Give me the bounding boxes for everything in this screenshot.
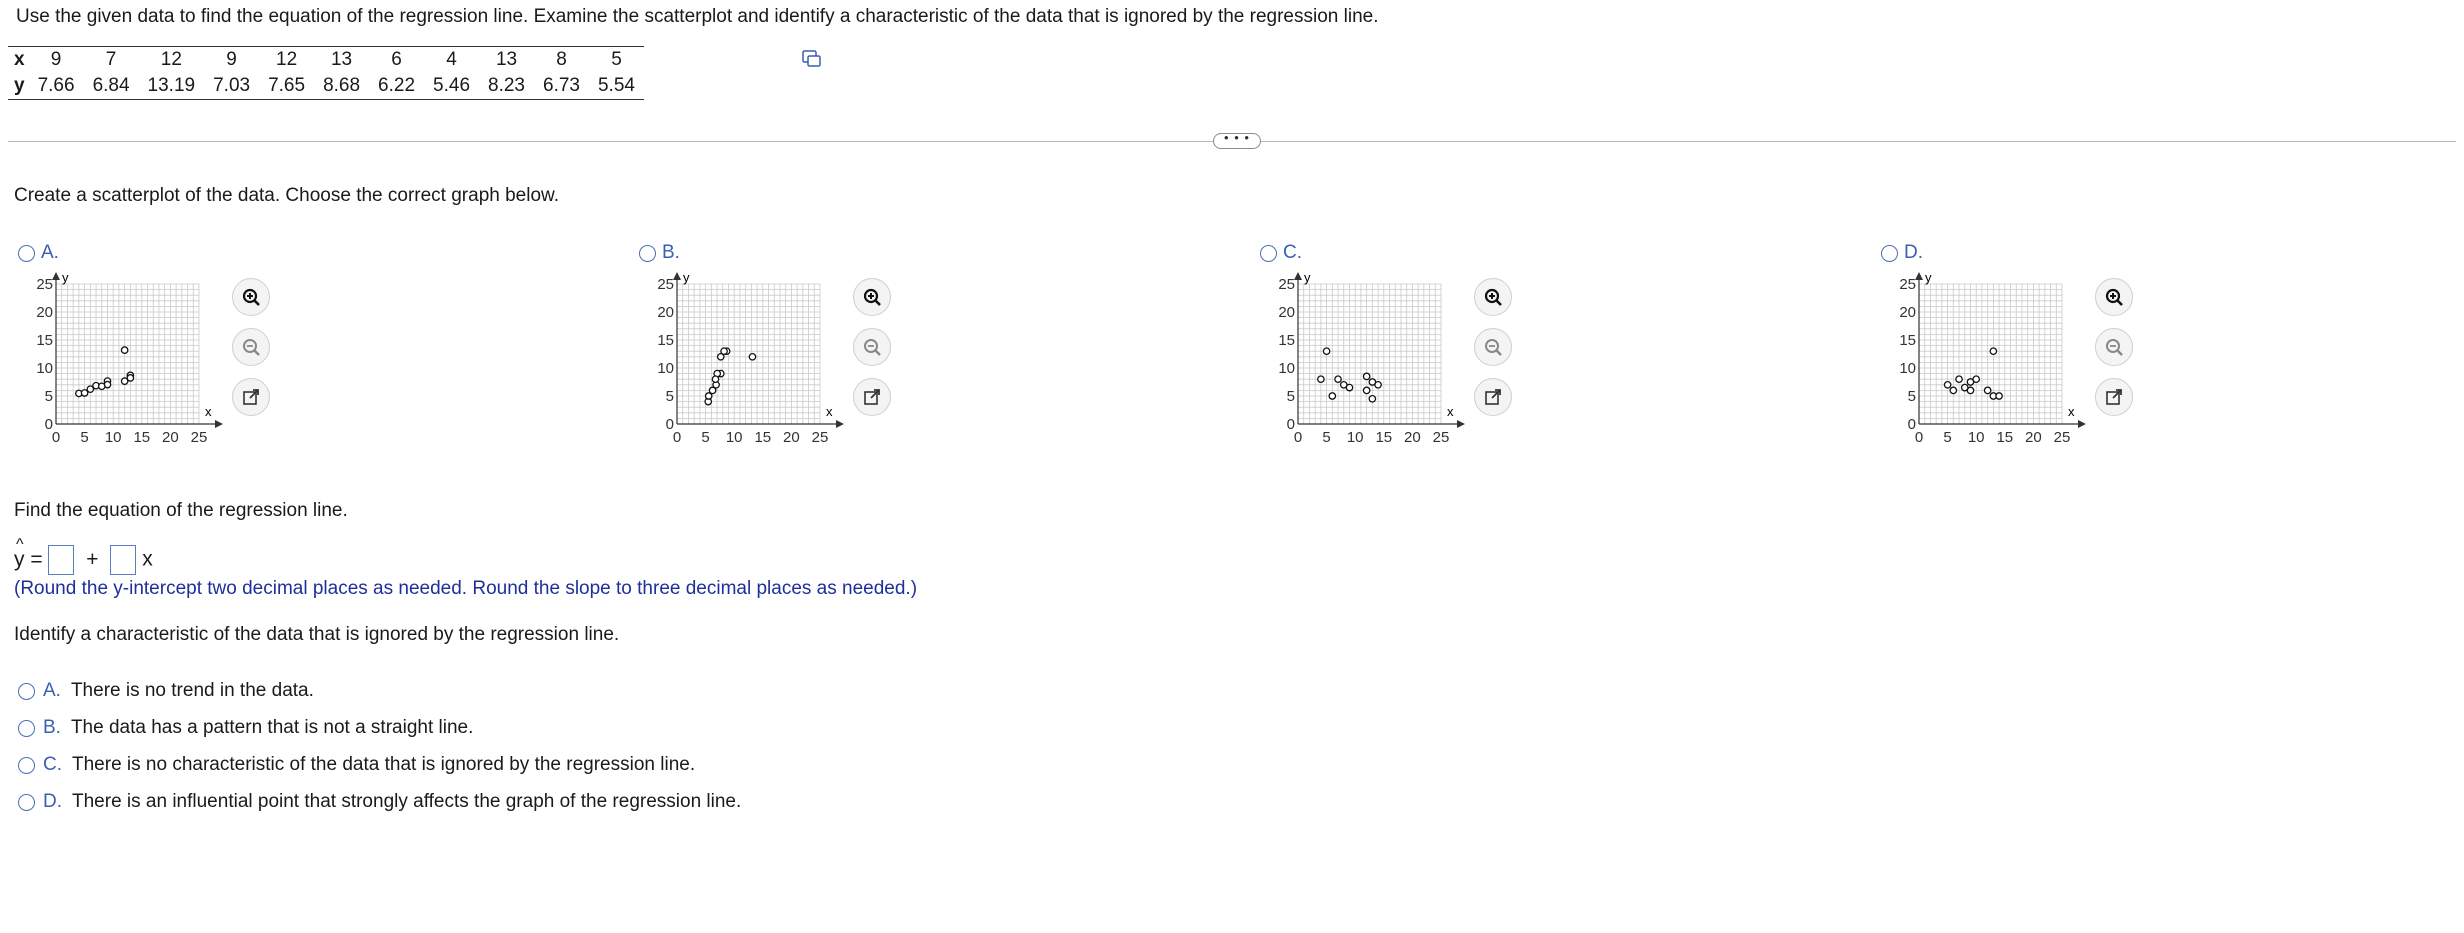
question-text: Use the given data to find the equation of the regression line. Examine the scatterplot and identify a characteristic of the data that is ignored by the regression line. [16,6,1379,27]
y-tick-label: 5 [44,388,53,405]
y-value-cell: 5.54 [589,73,644,100]
y-tick-label: 15 [1899,332,1916,349]
x-tick-label: 5 [701,429,710,442]
choice-text: There is an influential point that strongly affects the graph of the regression line. [72,791,742,812]
zoom-in-button[interactable] [1474,278,1512,316]
grid [1919,284,2062,424]
x-value-cell: 6 [369,47,424,74]
x-value-cell: 9 [29,47,84,74]
x-header: x [8,47,29,74]
data-point [1318,376,1324,382]
equation-x: x [142,547,153,571]
data-point [1984,387,1990,393]
x-tick-label: 5 [80,429,89,442]
x-value-cell: 8 [534,47,589,74]
y-tick-label: 5 [665,388,674,405]
y-tick-label: 20 [36,304,53,321]
y-axis-arrow [1915,272,1923,280]
y-value-cell: 13.19 [139,73,205,100]
data-point [749,354,755,360]
zoom-out-icon [2104,337,2124,357]
x-tick-label: 20 [2025,429,2042,442]
data-point [721,348,727,354]
hat-symbol: ^ [16,535,24,553]
x-tick-label: 5 [1322,429,1331,442]
y-tick-label: 25 [657,276,674,293]
graph-option-c [1250,242,1750,482]
data-point [127,375,133,381]
y-axis-label: y [62,272,69,285]
x-tick-label: 0 [1293,429,1303,442]
x-value-cell: 7 [84,47,139,74]
x-value-cell: 9 [204,47,259,74]
graph-option-header[interactable] [1881,242,1923,264]
y-tick-label: 10 [36,360,53,377]
table-row-y [8,73,644,100]
graph-option-header[interactable] [1260,242,1302,264]
option-letter: D. [1904,242,1923,263]
zoom-in-icon [862,287,882,307]
y-tick-label: 15 [36,332,53,349]
slope-input[interactable] [110,545,136,575]
x-tick-label: 25 [2053,429,2071,442]
equation-prompt: Find the equation of the regression line. [14,500,348,521]
x-axis-arrow [215,420,223,428]
choice-letter: B. [43,717,61,738]
choice-a[interactable] [18,680,314,702]
graph-option-header[interactable] [639,242,680,264]
radio-button[interactable] [1260,245,1277,262]
x-axis-arrow [2078,420,2086,428]
radio-button[interactable] [639,245,656,262]
y-tick-label: 15 [657,332,674,349]
graph-option-a [8,242,508,482]
choice-letter: C. [43,754,62,775]
x-tick-label: 25 [190,429,208,442]
y-value-cell: 8.68 [314,73,369,100]
x-tick-label: 25 [1432,429,1450,442]
open-new-window-button[interactable] [853,378,891,416]
data-point [1956,376,1962,382]
equation-plus: + [86,547,99,571]
y-intercept-input[interactable] [48,545,74,575]
choice-letter: D. [43,791,62,812]
choice-text: There is no trend in the data. [70,680,314,701]
x-axis-arrow [1457,420,1465,428]
x-tick-label: 10 [1346,429,1364,442]
y-axis-label: y [1304,272,1311,285]
choice-text: There is no characteristic of the data that is ignored by the regression line. [72,754,696,775]
x-tick-label: 0 [51,429,61,442]
data-point [1967,387,1973,393]
data-point [1323,348,1329,354]
option-letter: B. [662,242,680,263]
x-tick-label: 15 [1375,429,1393,442]
x-axis-label: x [205,404,212,419]
y-value-cell: 6.84 [84,73,139,100]
x-tick-label: 10 [1967,429,1985,442]
y-tick-label: 10 [1899,360,1916,377]
open-new-window-icon [2104,387,2124,407]
zoom-out-icon [862,337,882,357]
data-point [1375,382,1381,388]
data-point [99,383,105,389]
x-tick-label: 15 [133,429,151,442]
x-value-cell: 4 [424,47,479,74]
option-letter: A. [41,242,59,263]
y-tick-label: 20 [1278,304,1295,321]
grid [677,284,820,424]
characteristic-prompt: Identify a characteristic of the data that is ignored by the regression line. [14,624,620,645]
table-row-x [8,47,644,74]
x-value-cell: 12 [139,47,205,74]
y-value-cell: 7.03 [204,73,259,100]
data-point [705,393,711,399]
y-tick-label: 0 [1286,416,1295,433]
y-axis-label: y [683,272,690,285]
data-point [1996,393,2002,399]
copy-data-icon[interactable] [802,50,822,68]
zoom-out-button[interactable] [2095,328,2133,366]
x-tick-label: 20 [1404,429,1421,442]
data-point [1944,382,1950,388]
scatterplot [8,272,228,442]
choice-d[interactable] [18,791,741,813]
choice-letter: A. [43,680,61,701]
radio-button[interactable] [18,245,35,262]
graph-option-header[interactable] [18,242,59,264]
equation-lhs: y = [14,547,43,571]
y-value-cell: 5.46 [424,73,479,100]
zoom-in-icon [241,287,261,307]
y-tick-label: 10 [657,360,674,377]
radio-button[interactable] [1881,245,1898,262]
y-tick-label: 15 [1278,332,1295,349]
scatterplot [1871,272,2091,442]
rounding-hint: (Round the y-intercept two decimal places as needed. Round the slope to three decimal places as needed.) [14,578,918,599]
y-tick-label: 25 [1278,276,1295,293]
equation-line [14,535,153,575]
y-tick-label: 5 [1907,388,1916,405]
open-new-window-icon [241,387,261,407]
scatterplot [1250,272,1470,442]
x-tick-label: 20 [162,429,179,442]
data-point [1950,387,1956,393]
y-tick-label: 0 [665,416,674,433]
open-new-window-button[interactable] [2095,378,2133,416]
radio-button[interactable] [18,794,35,811]
zoom-out-icon [241,337,261,357]
zoom-in-button[interactable] [2095,278,2133,316]
x-axis-arrow [836,420,844,428]
y-axis-label: y [1925,272,1932,285]
zoom-in-button[interactable] [232,278,270,316]
x-axis-label: x [826,404,833,419]
y-value-cell: 8.23 [479,73,534,100]
y-value-cell: 7.65 [259,73,314,100]
data-point [1329,393,1335,399]
y-axis-arrow [673,272,681,280]
y-tick-label: 10 [1278,360,1295,377]
y-tick-label: 20 [657,304,674,321]
data-point [1990,348,1996,354]
choice-b[interactable] [18,717,473,739]
data-point [1346,384,1352,390]
y-tick-label: 25 [1899,276,1916,293]
option-letter: C. [1283,242,1302,263]
zoom-out-button[interactable] [1474,328,1512,366]
x-tick-label: 10 [725,429,743,442]
open-new-window-icon [1483,387,1503,407]
y-tick-label: 0 [1907,416,1916,433]
y-value-cell: 6.73 [534,73,589,100]
data-point [712,376,718,382]
zoom-out-button[interactable] [232,328,270,366]
x-axis-label: x [1447,404,1454,419]
radio-button[interactable] [18,683,35,700]
scatter-prompt: Create a scatterplot of the data. Choose the correct graph below. [14,185,559,206]
x-tick-label: 0 [1914,429,1924,442]
x-tick-label: 20 [783,429,800,442]
zoom-in-icon [1483,287,1503,307]
data-point [81,390,87,396]
expand-more-button[interactable]: • • • [1213,133,1261,149]
choice-c[interactable] [18,754,695,776]
radio-button[interactable] [18,757,35,774]
open-new-window-icon [862,387,882,407]
x-tick-label: 10 [104,429,122,442]
y-tick-label: 5 [1286,388,1295,405]
y-header: y [8,73,29,100]
y-tick-label: 25 [36,276,53,293]
y-tick-label: 20 [1899,304,1916,321]
data-table [8,46,644,100]
x-tick-label: 15 [1996,429,2014,442]
zoom-out-button[interactable] [853,328,891,366]
y-axis-arrow [1294,272,1302,280]
data-point [121,347,127,353]
x-value-cell: 13 [314,47,369,74]
graph-option-b [629,242,1129,482]
radio-button[interactable] [18,720,35,737]
data-point [1369,396,1375,402]
open-new-window-button[interactable] [1474,378,1512,416]
scatterplot [629,272,849,442]
graph-option-d [1871,242,2371,482]
y-hat [14,535,43,572]
data-point [1335,376,1341,382]
data-point [1363,387,1369,393]
x-value-cell: 12 [259,47,314,74]
grid [56,284,199,424]
x-tick-label: 15 [754,429,772,442]
y-value-cell: 7.66 [29,73,84,100]
x-value-cell: 13 [479,47,534,74]
zoom-in-icon [2104,287,2124,307]
data-point [1973,376,1979,382]
x-axis-label: x [2068,404,2075,419]
x-tick-label: 25 [811,429,829,442]
grid [1298,284,1441,424]
x-tick-label: 5 [1943,429,1952,442]
open-new-window-button[interactable] [232,378,270,416]
y-tick-label: 0 [44,416,53,433]
y-value-cell: 6.22 [369,73,424,100]
x-tick-label: 0 [672,429,682,442]
y-axis-arrow [52,272,60,280]
x-value-cell: 5 [589,47,644,74]
zoom-in-button[interactable] [853,278,891,316]
data-point [1363,373,1369,379]
choice-text: The data has a pattern that is not a straight line. [70,717,474,738]
zoom-out-icon [1483,337,1503,357]
